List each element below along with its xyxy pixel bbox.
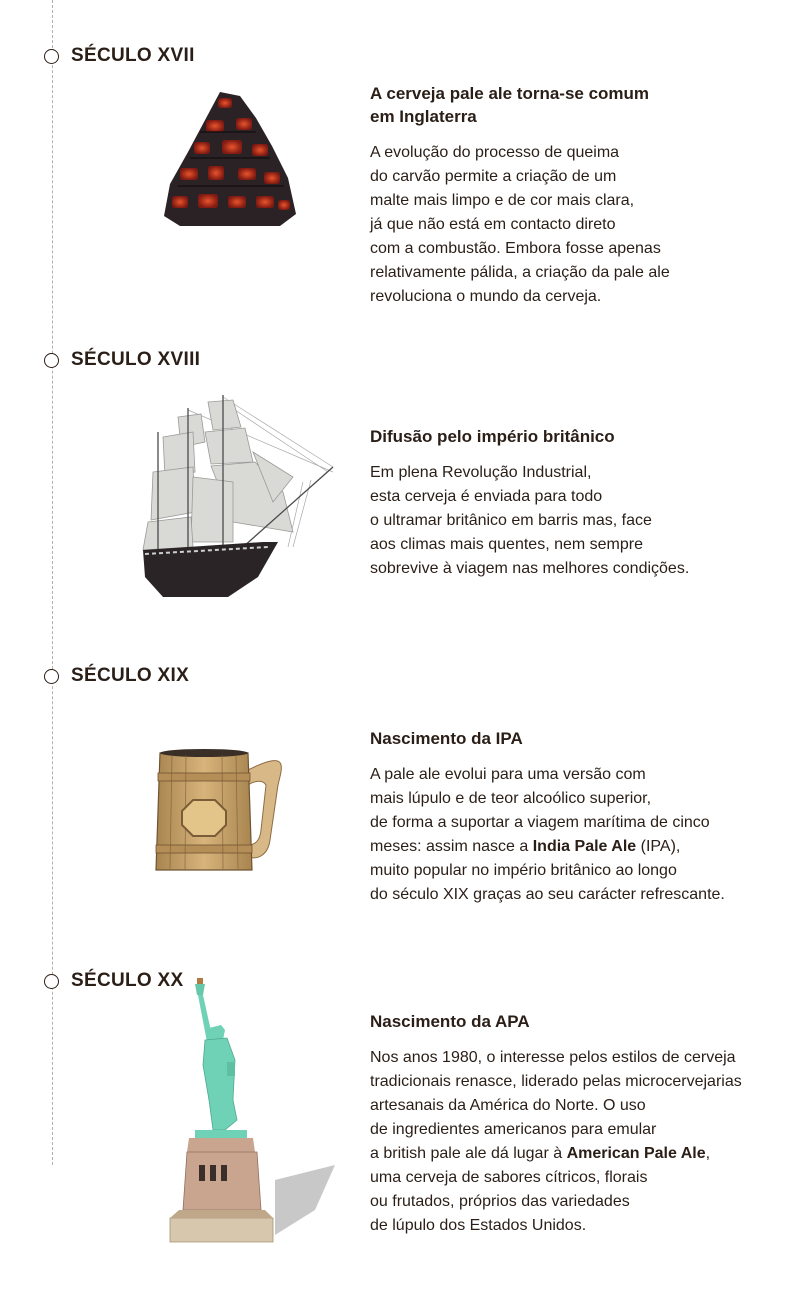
era-marker-xvii	[44, 45, 195, 67]
statue-of-liberty-icon	[165, 970, 345, 1255]
highlight-term-american-pale-ale: American Pale Ale	[566, 1145, 706, 1162]
wooden-beer-mug-illustration	[148, 745, 293, 885]
entry-title	[370, 1010, 790, 1033]
entry-title	[370, 82, 790, 128]
body-line: Em plena Revolução Industrial,	[370, 464, 592, 481]
entry-xix	[370, 727, 790, 907]
era-marker-xviii	[44, 349, 200, 371]
body-line: revoluciona o mundo da cerveja.	[370, 288, 602, 305]
body-line: com a combustão. Embora fosse apenas	[370, 240, 661, 257]
entry-xx	[370, 1010, 790, 1238]
body-line	[370, 835, 790, 859]
body-line: relativamente pálida, a criação da pale ale	[370, 264, 670, 281]
body-text: a british pale ale dá lugar à	[370, 1145, 567, 1162]
body-line: ou frutados, próprios das variedades	[370, 1193, 630, 1210]
body-line: mais lúpulo e de teor alcoólico superior,	[370, 790, 652, 807]
body-line: o ultramar britânico em barris mas, face	[370, 512, 652, 529]
coal-pile-icon	[160, 88, 300, 228]
body-line: de ingredientes americanos para emular	[370, 1121, 657, 1138]
statue-of-liberty-illustration	[165, 970, 345, 1255]
body-line: do carvão permite a criação de um	[370, 168, 617, 185]
body-line: do século XIX graças ao seu carácter refrescante.	[370, 886, 725, 903]
body-line: A evolução do processo de queima	[370, 144, 620, 161]
body-line: sobrevive à viagem nas melhores condições.	[370, 560, 690, 577]
entry-title	[370, 425, 790, 448]
body-line: esta cerveja é enviada para todo	[370, 488, 603, 505]
sailing-ship-illustration	[133, 392, 338, 597]
body-text: meses: assim nasce a	[370, 838, 533, 855]
body-line: de lúpulo dos Estados Unidos.	[370, 1217, 587, 1234]
era-label: SÉCULO XVII	[71, 45, 195, 66]
entry-body	[370, 1046, 790, 1238]
beer-mug-icon	[148, 745, 293, 885]
timeline-node-icon	[44, 974, 59, 989]
sailing-ship-icon	[133, 392, 338, 597]
body-line: malte mais limpo e de cor mais clara,	[370, 192, 635, 209]
entry-title-line: A cerveja pale ale torna-se comum	[370, 84, 650, 103]
body-text: ,	[705, 1145, 711, 1162]
entry-xviii	[370, 425, 790, 581]
body-line	[370, 1142, 790, 1166]
entry-title-line: Nascimento da IPA	[370, 729, 523, 748]
body-text: (IPA),	[636, 838, 681, 855]
era-label: SÉCULO XIX	[71, 665, 190, 686]
body-line: já que não está em contacto direto	[370, 216, 616, 233]
body-line: artesanais da América do Norte. O uso	[370, 1097, 646, 1114]
era-marker-xix	[44, 665, 189, 687]
entry-body	[370, 141, 790, 309]
entry-title-line: Nascimento da APA	[370, 1012, 530, 1031]
coal-pile-illustration	[160, 88, 300, 228]
body-line: aos climas mais quentes, nem sempre	[370, 536, 643, 553]
body-line: tradicionais renasce, liderado pelas microcervejarias	[370, 1073, 742, 1090]
timeline-node-icon	[44, 669, 59, 684]
era-marker-xx	[44, 970, 184, 992]
body-line: A pale ale evolui para uma versão com	[370, 766, 646, 783]
entry-title	[370, 727, 790, 750]
body-line: uma cerveja de sabores cítricos, florais	[370, 1169, 648, 1186]
body-line: Nos anos 1980, o interesse pelos estilos de cerveja	[370, 1049, 736, 1066]
entry-body	[370, 461, 790, 581]
era-label: SÉCULO XVIII	[71, 349, 201, 370]
body-line: de forma a suportar a viagem marítima de cinco	[370, 814, 710, 831]
timeline-node-icon	[44, 353, 59, 368]
entry-title-line: Difusão pelo império britânico	[370, 427, 615, 446]
entry-body	[370, 763, 790, 907]
highlight-term-india-pale-ale: India Pale Ale	[532, 838, 637, 855]
timeline-node-icon	[44, 49, 59, 64]
entry-xvii	[370, 82, 790, 309]
entry-title-line: em Inglaterra	[370, 107, 477, 126]
body-line: muito popular no império britânico ao longo	[370, 862, 677, 879]
era-label: SÉCULO XX	[71, 970, 184, 991]
